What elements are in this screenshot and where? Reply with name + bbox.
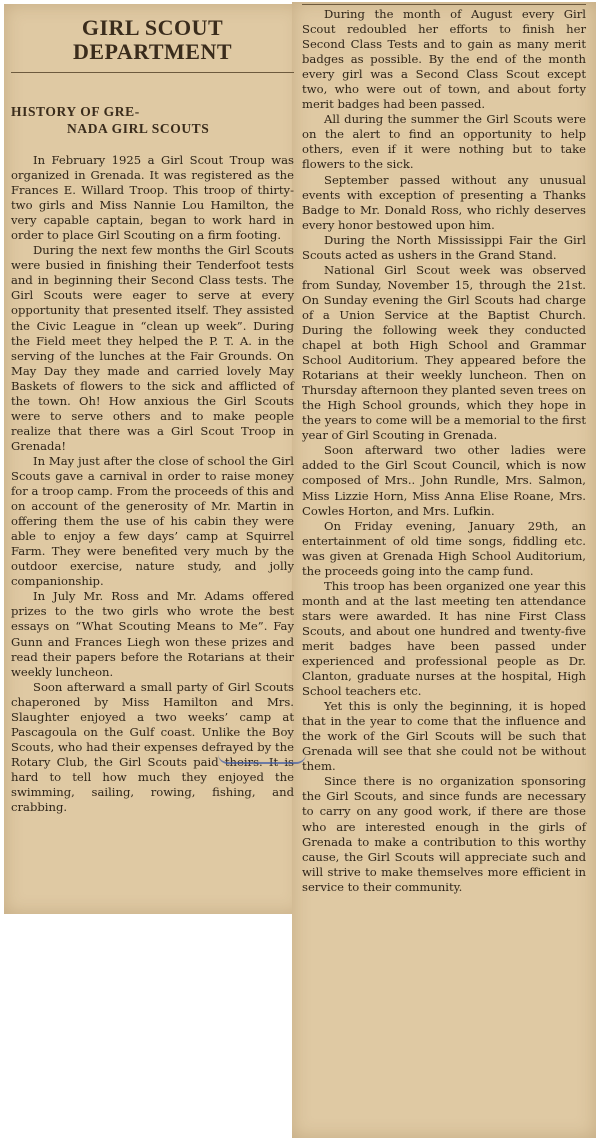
paragraph-1: In February 1925 a Girl Scout Troup was organized in Grenada. It was registered as the Frances E. Willard Troop. This troop of thirty-two girls and Miss Nannie Lou Hamilton, the very capable captain, began to work hard in order to place Girl Scouting on a firm footing.	[11, 153, 294, 243]
paragraph-13: This troop has been organized one year this month and at the last meeting ten attendance stars were awarded. It has nine First Class Scouts, and about one hundred and twenty-five merit badges have been passed under experienced and professional people as Dr. Clanton, graduate nurses at the hospital, High School teachers etc.	[302, 578, 586, 699]
paragraph-2: During the next few months the Girl Scouts were busied in finishing their Tenderfoot tests and in beginning their Second Class tests. The Girl Scouts were eager to serve at every opportunity that presented itself. They assisted the Civic League in “clean up week”. During the Field meet they helped the P. T. A. in the serving of the lunches at the Fair Grounds. On May Day they made and carried lovely May Baskets of flowers to the sick and afflicted of the town. Oh! How anxious the Girl Scouts were to serve others and to make people realize that there was a Girl Scout Troop in Grenada!	[11, 243, 294, 453]
article-heading-line-2: NADA GIRL SCOUTS	[67, 121, 210, 136]
paragraph-6: During the month of August every Girl Scout redoubled her efforts to finish her Second Class Tests and to gain as many merit badges as possible. By the end of the month every girl was a Second Class Scout except two, who were out of town, and about forty merit badges had been passed.	[302, 7, 586, 112]
paragraph-7: All during the summer the Girl Scouts were on the alert to find an opportunity to help others, even if it were nothing but to take flowers to the sick.	[302, 112, 586, 172]
column-top-rule	[302, 4, 586, 5]
article-heading	[11, 103, 294, 137]
paragraph-14: Yet this is only the beginning, it is hoped that in the year to come that the influence and the work of the Girl Scouts will be such that Grenada will see that she could not be without them.	[302, 699, 586, 774]
ink-underline-mark	[218, 754, 306, 764]
headline-line-2: DEPARTMENT	[72, 39, 233, 64]
paragraph-8: September passed without any unusual events with exception of presenting a Thanks Badge to Mr. Donald Ross, who richly deserves every honor bestowed upon him.	[302, 172, 586, 232]
paragraph-15: Since there is no organization sponsoring the Girl Scouts, and since funds are necessary to carry on any good work, if there are those who are interested enough in the girls of Grenada to make a contribution to this worthy cause, the Girl Scouts will appreciate such and will strive to make themselves more efficient in service to their community.	[302, 774, 586, 894]
department-headline	[11, 16, 294, 73]
headline-line-1: GIRL SCOUT	[81, 15, 224, 40]
paragraph-4: In July Mr. Ross and Mr. Adams offered prizes to the two girls who wrote the best essays on “What Scouting Means to Me”. Fay Gunn and Frances Liegh won these prizes and read their papers before the Rotarians at their weekly luncheon.	[11, 589, 294, 679]
left-column	[11, 12, 294, 815]
paragraph-12: On Friday evening, January 29th, an entertainment of old time songs, fiddling etc. was given at Grenada High School Auditorium, the proceeds going into the camp fund.	[302, 518, 586, 578]
paragraph-3: In May just after the close of school the Girl Scouts gave a carnival in order to raise money for a troop camp. From the proceeds of this and on account of the generosity of Mr. Martin in offering them the use of his cabin they were able to enjoy a few days’ camp at Squirrel Farm. They were benefited very much by the outdoor exercise, nature study, and jolly companionship.	[11, 453, 294, 589]
article-heading-line-1: HISTORY OF GRE-	[11, 104, 140, 119]
paragraph-5: Soon afterward a small party of Girl Scouts chaperoned by Miss Hamilton and Mrs. Slaughter enjoyed a two weeks’ camp at Pascagoula on the Gulf coast. Unlike the Boy Scouts, who had their expenses defrayed by the Rotary Club, the Girl Scouts paid theirs. It is hard to tell how much they enjoyed the swimming, sailing, rowing, fishing, and crabbing.	[11, 679, 294, 815]
right-column	[302, 4, 586, 895]
paragraph-9: During the North Mississippi Fair the Girl Scouts acted as ushers in the Grand Stand.	[302, 232, 586, 262]
paragraph-10: National Girl Scout week was observed from Sunday, November 15, through the 21st. On Sunday evening the Girl Scouts had charge of a Union Service at the Baptist Church. During the following week they conducted chapel at both High School and Grammar School Auditorium. They appeared before the Rotarians at their weekly luncheon. Then on Thursday afternoon they planted seven trees on the High School grounds, which they hope in the years to come will be a memorial to the first year of Girl Scouting in Grenada.	[302, 262, 586, 443]
paragraph-11: Soon afterward two other ladies were added to the Girl Scout Council, which is now composed of Mrs.. John Rundle, Mrs. Salmon, Miss Lizzie Horn, Miss Anna Elise Roane, Mrs. Cowles Horton, and Mrs. Lufkin.	[302, 443, 586, 518]
